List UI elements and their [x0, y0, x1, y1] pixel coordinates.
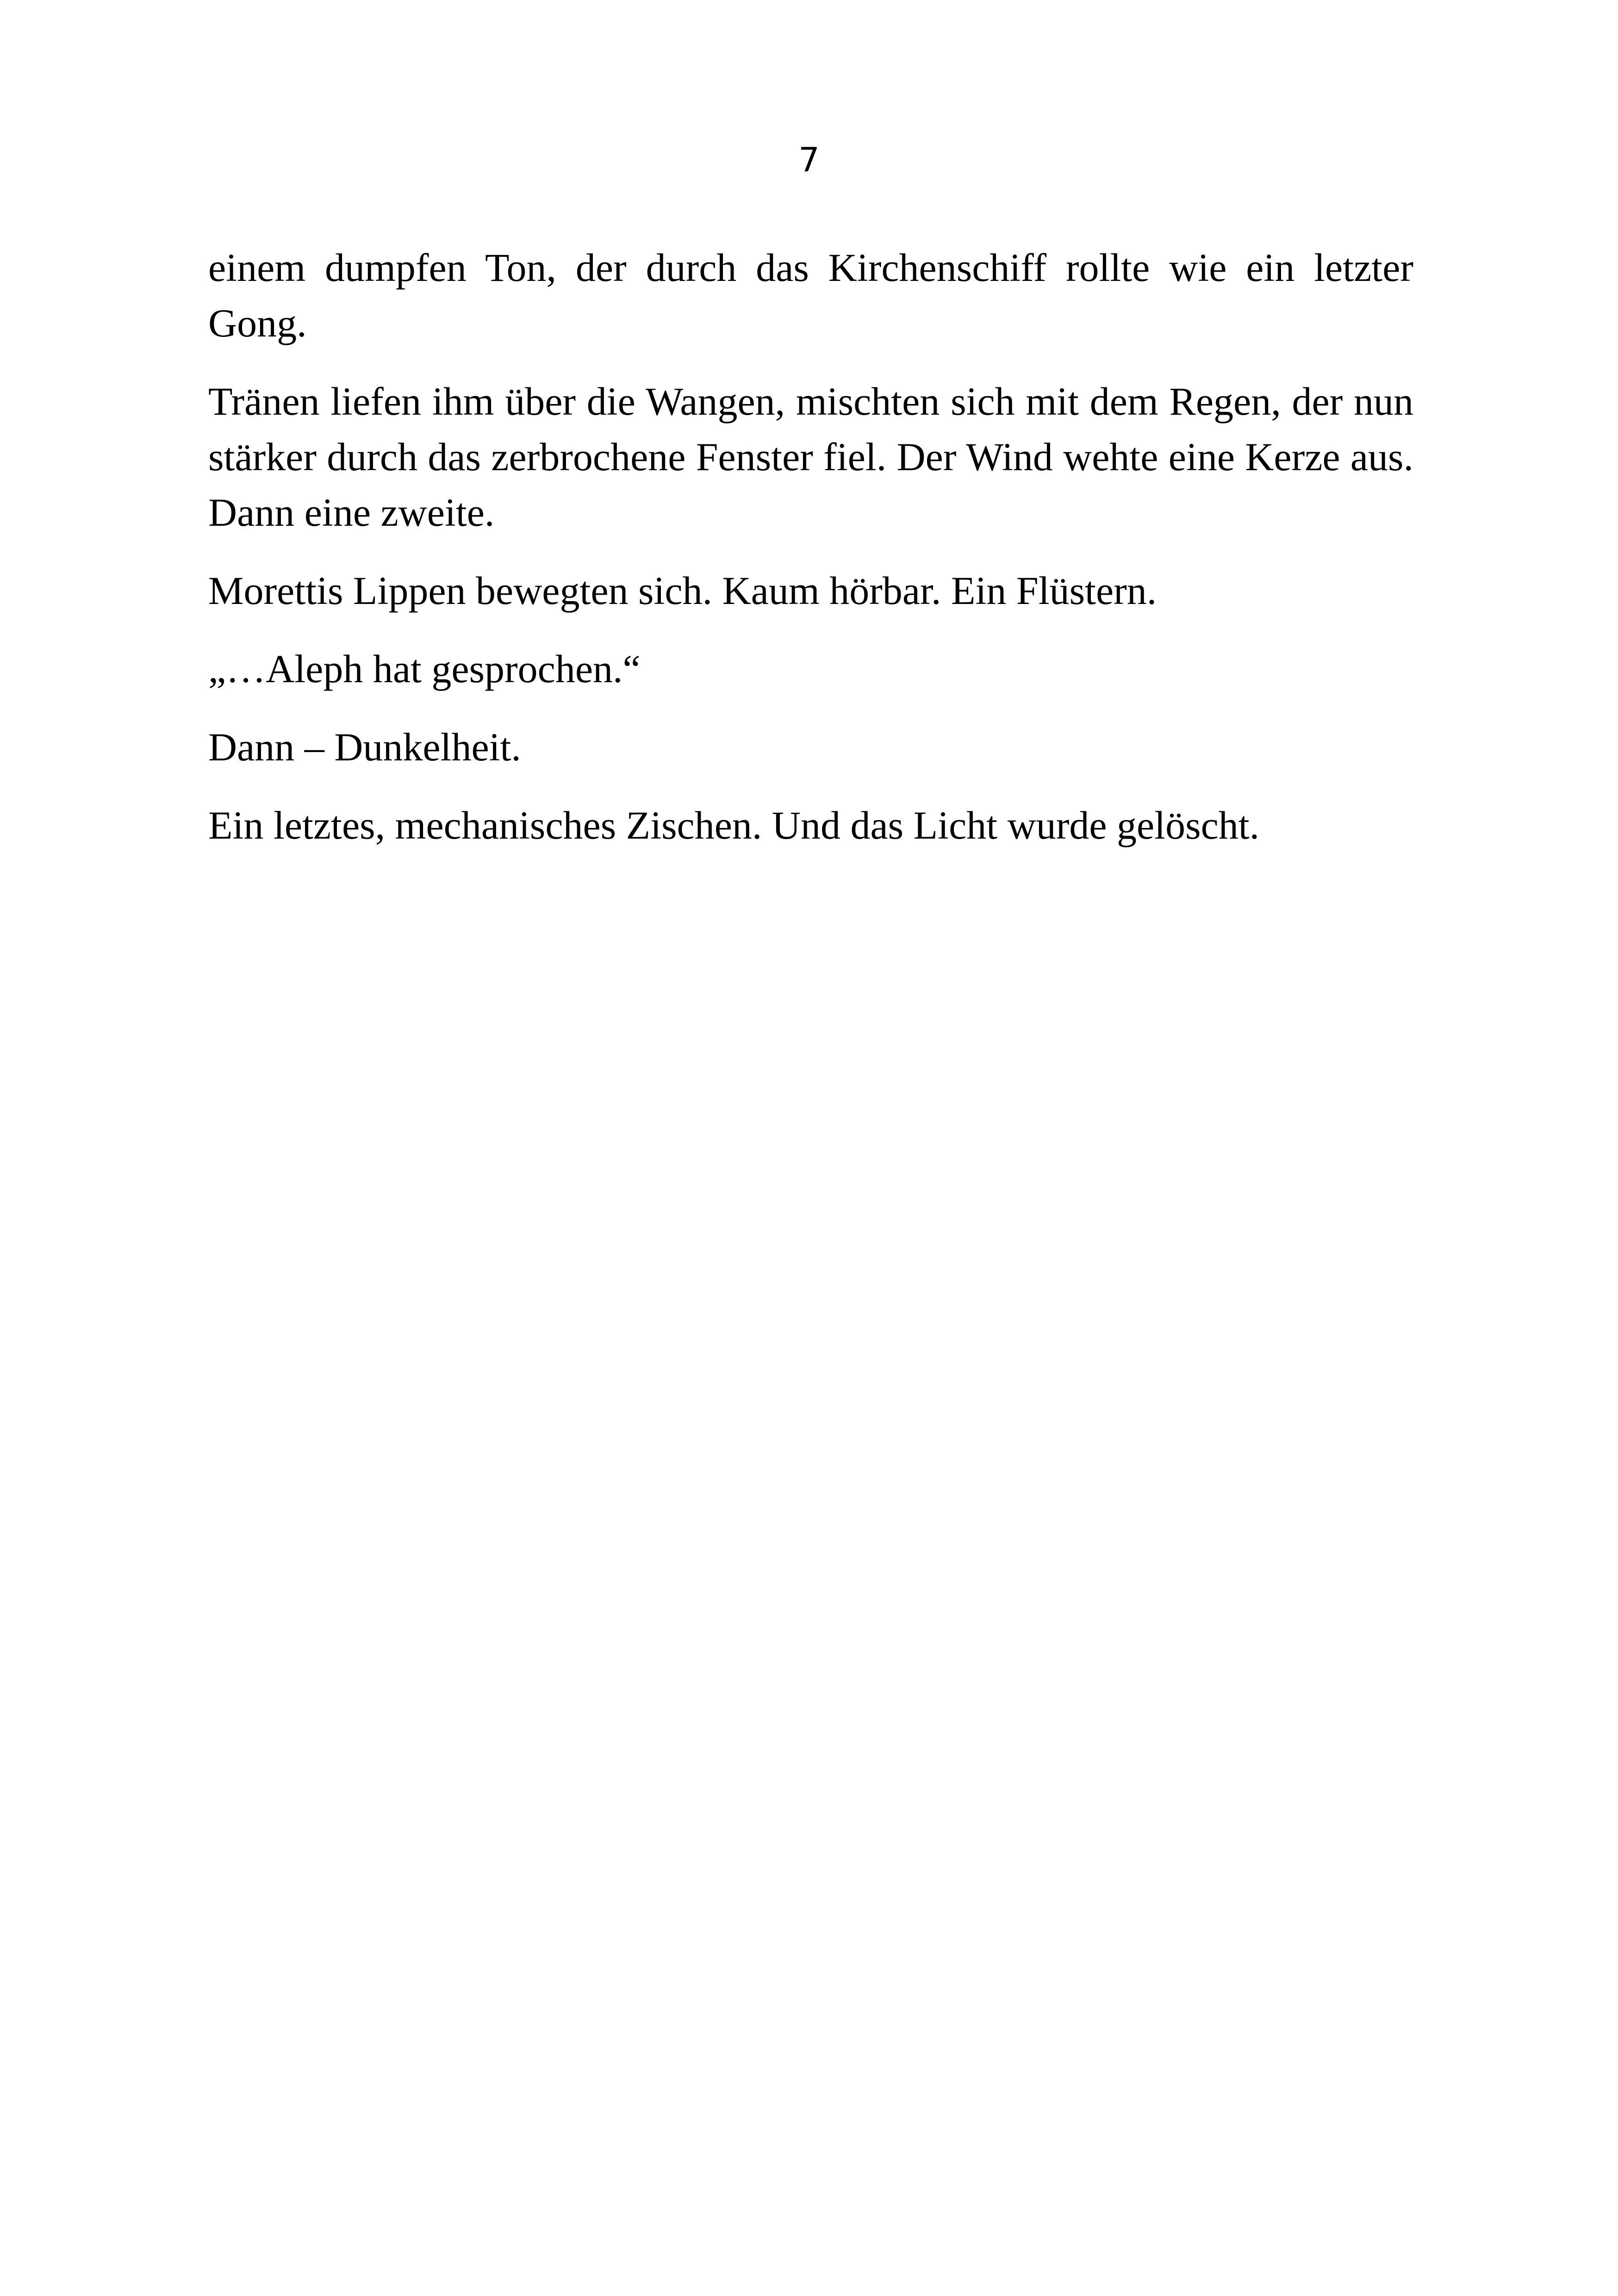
paragraph: Tränen liefen ihm über die Wangen, mischten sich mit dem Regen, der nun stärker durch das zerbrochene Fenster fiel. Der Wind wehte eine Kerze aus. Dann eine zweite.: [208, 379, 1413, 535]
paragraph: Dann – Dunkelheit.: [208, 725, 521, 769]
body-text: [208, 240, 1413, 876]
page-number: 7: [798, 140, 820, 179]
paragraph: einem dumpfen Ton, der durch das Kirchenschiff rollte wie ein letzter Gong.: [208, 245, 1413, 345]
paragraph: „…Aleph hat gesprochen.“: [208, 647, 641, 691]
paragraph: Morettis Lippen bewegten sich. Kaum hörbar. Ein Flüstern.: [208, 568, 1157, 613]
paragraph: Ein letztes, mechanisches Zischen. Und das Licht wurde gelöscht.: [208, 803, 1260, 847]
